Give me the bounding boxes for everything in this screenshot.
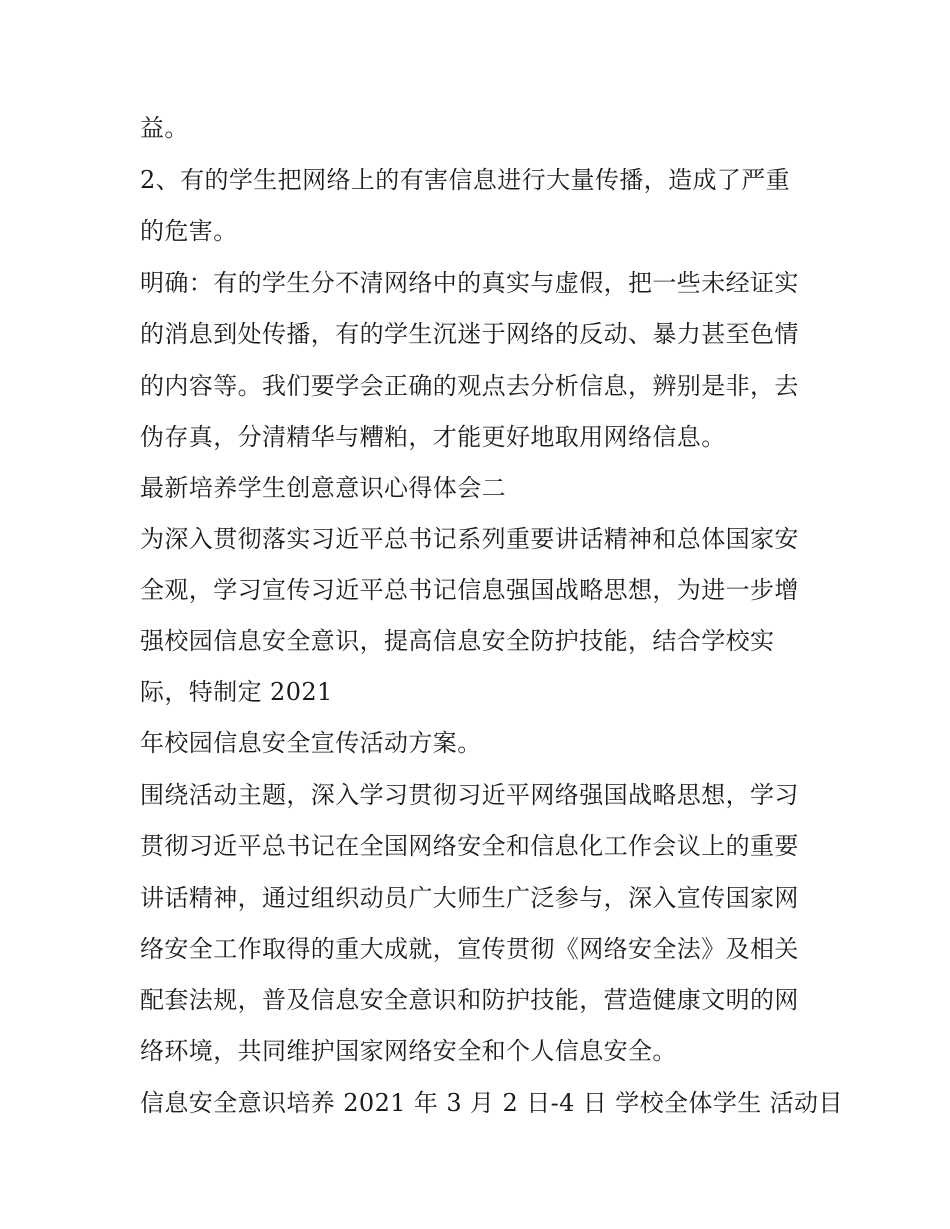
text-line-10: 全观，学习宣传习近平总书记信息强国战略思想，为进一步增 — [140, 576, 799, 604]
text-line-17: 络安全工作取得的重大成就，宣传贯彻《网络安全法》及相关 — [140, 935, 799, 963]
text-line-14: 围绕活动主题，深入学习贯彻习近平网络强国战略思想，学习 — [140, 781, 799, 809]
text-line-3: 的危害。 — [140, 217, 238, 245]
text-line-11: 强校园信息安全意识，提高信息安全防护技能，结合学校实 — [140, 627, 775, 655]
text-line-6: 的内容等。我们要学会正确的观点去分析信息，辨别是非，去 — [140, 372, 799, 400]
text-line-15: 贯彻习近平总书记在全国网络安全和信息化工作会议上的重要 — [140, 832, 799, 860]
text-line-9: 为深入贯彻落实习近平总书记系列重要讲话精神和总体国家安 — [140, 525, 799, 553]
text-line-1: 益。 — [140, 114, 189, 142]
text-line-7: 伪存真，分清精华与糟粕，才能更好地取用网络信息。 — [140, 423, 726, 451]
text-line-19: 络环境，共同维护国家网络安全和个人信息安全。 — [140, 1037, 677, 1065]
text-line-16: 讲话精神，通过组织动员广大师生广泛参与，深入宣传国家网 — [140, 884, 799, 912]
section-heading: 最新培养学生创意意识心得体会二 — [140, 474, 506, 502]
text-line-4: 明确：有的学生分不清网络中的真实与虚假，把一些未经证实 — [140, 269, 799, 297]
text-line-2: 2、有的学生把网络上的有害信息进行大量传播，造成了严重 — [140, 166, 791, 194]
text-line-12: 际，特制定 2021 — [140, 678, 333, 706]
text-line-18: 配套法规，普及信息安全意识和防护技能，营造健康文明的网 — [140, 986, 799, 1014]
text-line-5: 的消息到处传播，有的学生沉迷于网络的反动、暴力甚至色情 — [140, 320, 799, 348]
text-line-20: 信息安全意识培养 2021 年 3 月 2 日-4 日 学校全体学生 活动目 — [140, 1089, 843, 1117]
text-line-13: 年校园信息安全宣传活动方案。 — [140, 729, 482, 757]
